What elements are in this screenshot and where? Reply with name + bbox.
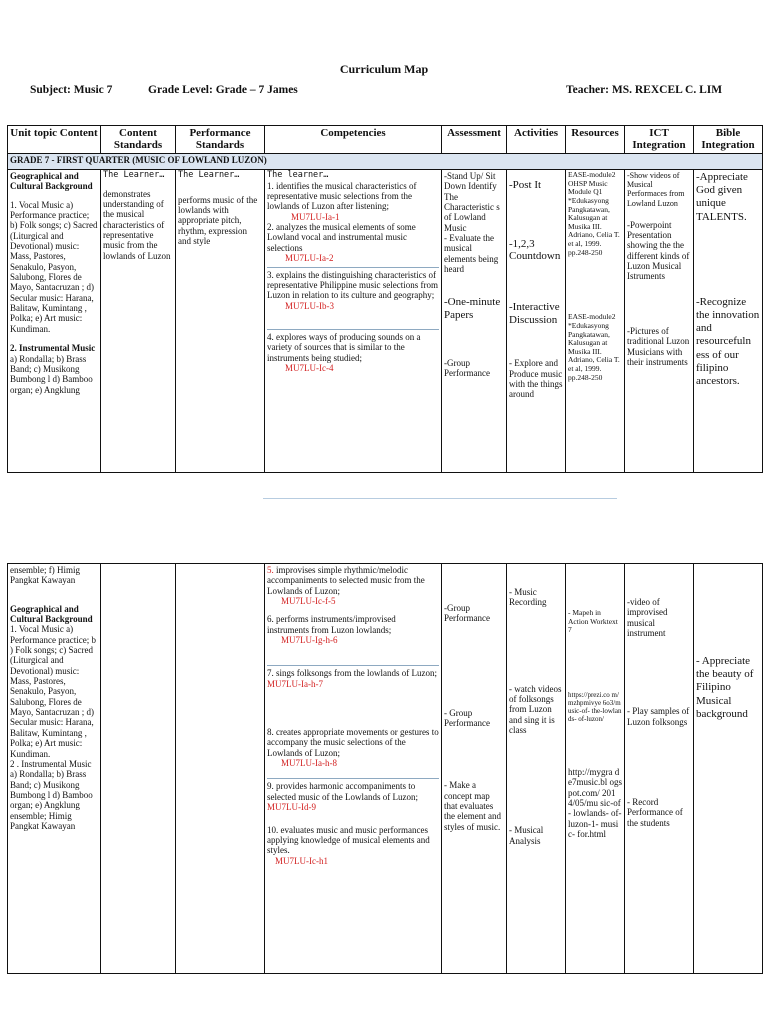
assessment-item: -Group Performance [444, 603, 490, 624]
resources-cell [566, 170, 625, 473]
competency-item: 9. provides harmonic accompaniments to selected music of the Lowlands of Luzon; MU7LU-Id-9 [267, 781, 418, 813]
competency-item: 10. evaluates music and music performances applying knowledge of musical elements and styles. MU7LU-Ic-h1 [267, 824, 430, 866]
assessment-item: -One-minute Papers [444, 296, 501, 322]
table-row [8, 170, 763, 473]
ict-item: -Show videos of Musical Performaces from Lowland Luzon [627, 171, 685, 208]
curriculum-table-2 [7, 563, 763, 974]
content-standards-head: The Learner… [103, 170, 165, 180]
unit-vocal-music: 1. Vocal Music a) Performance practice; b) Folk songs; c) Sacred (Liturgical and Devotional) music: Mass, Pastores, Senakulo, Pasyon, Salubong, Flores de Mayo, Santacruzan ; d) Secular music: Harana, Balitaw, Kumintang , Polka; e) Art music: Kundiman. [10, 199, 98, 334]
competency-item: 8. creates appropriate movements or gestures to accompany the music selections of the Lowlands of Luzon; MU7LU-Ia-h-8 [267, 727, 439, 769]
activity-item: -1,2,3 Countdown [509, 237, 561, 263]
header-competencies: Competencies [265, 126, 442, 154]
header-row [8, 126, 763, 154]
assessment-item: - Evaluate the musical elements being heard [444, 233, 499, 275]
ict-item: - Record Performance of the students [627, 797, 683, 828]
resource-item: EASE-module2 OHSP Music Module Q1 *Edukasyong Pangkatawan, Kalusugan at Musika III. Adriano, Celia T. et al, 1999. pp.248-250 [568, 170, 620, 257]
unit-topic-cell [8, 564, 101, 974]
header-unit-topic: Unit topic Content [8, 126, 101, 154]
document-title: Curriculum Map [339, 62, 429, 76]
activity-item: - Musical Analysis [509, 825, 544, 846]
header-resources: Resources [566, 126, 625, 154]
quarter-label: GRADE 7 - FIRST QUARTER (MUSIC OF LOWLAND LUZON) [8, 154, 763, 170]
performance-standards-cell [176, 564, 265, 974]
competency-item: 5. improvises simple rhythmic/melodic accompaniments to selected music from the Lowlands of Luzon; MU7LU-Ic-f-5 [267, 565, 425, 607]
competency-code: MU7LU-Ic-4 [285, 362, 334, 373]
assessment-item: - Make a concept map that evaluates the element and styles of music. [444, 780, 501, 832]
activity-item: - Explore and Produce music with the things around [509, 358, 563, 400]
ict-item: -Powerpoint Presentation showing the the different kinds of Luzon Musical Istruments [627, 219, 690, 282]
header-assessment: Assessment [442, 126, 507, 154]
competency-code: MU7LU-Ib-3 [285, 300, 334, 311]
assessment-cell [442, 170, 507, 473]
competency-item: 3. explains the distinguishing characteristics of representative Philippine music selections from Luzon in relation to its culture and geography; MU7LU-Ib-3 [267, 269, 438, 311]
competency-code: MU7LU-Ia-2 [285, 253, 334, 264]
resource-item: https://prezi.co m/mzhpmivye 6o3/music-of- the-lowlands- of-luzon/ [568, 690, 622, 724]
competency-code: MU7LU-Ia-h-7 [267, 678, 323, 689]
competency-code: MU7LU-Ic-f-5 [281, 596, 336, 607]
competency-item: 6. performs instruments/improvised instruments from Luzon lowlands; MU7LU-Ig-h-6 [267, 614, 396, 646]
quarter-row [8, 154, 763, 170]
activity-item: - Music Recording [509, 587, 547, 608]
curriculum-table-1 [7, 125, 763, 473]
bible-integration-cell [694, 170, 763, 473]
competency-item: 2. analyzes the musical elements of some Lowland vocal and instrumental music selections MU7LU-Ia-2 [267, 222, 416, 264]
page-divider [263, 498, 617, 499]
table-row [8, 564, 763, 974]
activity-item: - watch videos of folksongs from Luzon and sing it is class [509, 683, 562, 736]
content-standards-body: demonstrates understanding of the musical characteristics of representative music from the lowlands of Luzon [103, 188, 171, 261]
ict-item: -video of improvised musical instrument [627, 597, 668, 639]
competency-code: MU7LU-Id-9 [267, 802, 316, 813]
resource-item: - Mapeh in Action Worktext 7 [568, 608, 618, 635]
unit-title: Geographical and Cultural Background [10, 603, 93, 625]
assessment-item: -Stand Up/ Sit Down Identify The Characteristic s of Lowland Music [444, 171, 500, 233]
header-performance-standards: Performance Standards [176, 126, 265, 154]
header-ict-integration: ICT Integration [625, 126, 694, 154]
assessment-item: -Group Performance [444, 357, 490, 379]
header-activities: Activities [507, 126, 566, 154]
competency-code: MU7LU-Ia-1 [291, 211, 340, 222]
grade-level-label: Grade Level: Grade – 7 James [148, 84, 298, 96]
competency-code: MU7LU-Ig-h-6 [281, 635, 338, 646]
competency-code: MU7LU-Ic-h1 [275, 855, 328, 866]
competency-code: MU7LU-Ia-h-8 [281, 758, 337, 769]
performance-standards-cell [176, 170, 265, 473]
unit-instrumental-list: 2 . Instrumental Music a) Rondalla; b) Brass Band; c) Musikong Bumbong l d) Bamboo organ; e) Angklung ensemble; Himig Pangkat Kawayan [10, 758, 93, 831]
header-content-standards: Content Standards [101, 126, 176, 154]
activities-cell [507, 564, 566, 974]
teacher-label: Teacher: MS. REXCEL C. LIM [566, 84, 723, 96]
competency-item: 1. identifies the musical characteristics of representative music selections from the lowlands of Luzon after listening; MU7LU-Ia-1 [267, 180, 417, 222]
ict-integration-cell [625, 564, 694, 974]
bible-integration-cell [694, 564, 763, 974]
competency-item: 7. sings folksongs from the lowlands of Luzon; MU7LU-Ia-h-7 [267, 668, 437, 689]
assessment-item: - Group Performance [444, 707, 490, 729]
ict-item: - Play samples of Luzon folksongs [627, 706, 690, 727]
content-standards-cell [101, 170, 176, 473]
competencies-cell [265, 170, 442, 473]
activity-item: -Interactive Discussion [509, 300, 560, 326]
unit-instrumental-label: 2. Instrumental Music [10, 343, 96, 354]
content-standards-cell [101, 564, 176, 974]
subject-label: Subject: Music 7 [30, 84, 113, 96]
resource-item: http://mygra de7music.bl ogspot.com/ 2014/05/mu sic-of- lowlands- of-luzon-1- music- for.html [568, 767, 622, 840]
bible-item: - Appreciate the beauty of Filipino Musical background [696, 655, 754, 720]
unit-vocal-music: 1. Vocal Music a) Performance practice; b ) Folk songs; c) Sacred (Liturgical and Devotional) music: Mass, Pastores, Senakulo, Pasyon, Salubong, Flores de Mayo, Santacruzan ; d) Secular music: Harana, Balitaw, Kumintang , Polka; e) Art music: Kundiman. [10, 624, 96, 759]
ict-integration-cell [625, 170, 694, 473]
unit-title: Geographical and Cultural Background [10, 171, 93, 192]
bible-item: -Recognize the innovation and resourcefuln ess of our filipino ancestors. [696, 295, 760, 387]
competency-item: 4. explores ways of producing sounds on a variety of sources that is similar to the instruments being studied; MU7LU-Ic-4 [267, 331, 421, 373]
performance-standards-head: The Learner… [178, 170, 240, 180]
performance-standards-body: performs music of the lowlands with appropriate pitch, rhythm, expression and style [178, 194, 258, 247]
activity-item: -Post It [509, 179, 542, 191]
header-bible-integration: Bible Integration [694, 126, 763, 154]
activities-cell [507, 170, 566, 473]
resource-item: EASE-module2 *Edukasyong Pangkatawan, Kalusugan at Musika III. Adriano, Celia T. et al, 1999. pp.248-250 [568, 312, 620, 382]
competencies-cell [265, 564, 442, 974]
ict-item: -Pictures of traditional Luzon Musicians with their instruments [627, 325, 690, 367]
assessment-cell [442, 564, 507, 974]
unit-topic-cell [8, 170, 101, 473]
unit-continued: ensemble; f) Himig Pangkat Kawayan [10, 565, 80, 586]
bible-item: -Appreciate God given unique TALENTS. [696, 171, 748, 223]
resources-cell [566, 564, 625, 974]
unit-instrumental-list: a) Rondalla; b) Brass Band; c) Musikong Bumbong l d) Bamboo organ; e) Angklung [10, 353, 93, 395]
competencies-head: The learner… [267, 170, 329, 180]
